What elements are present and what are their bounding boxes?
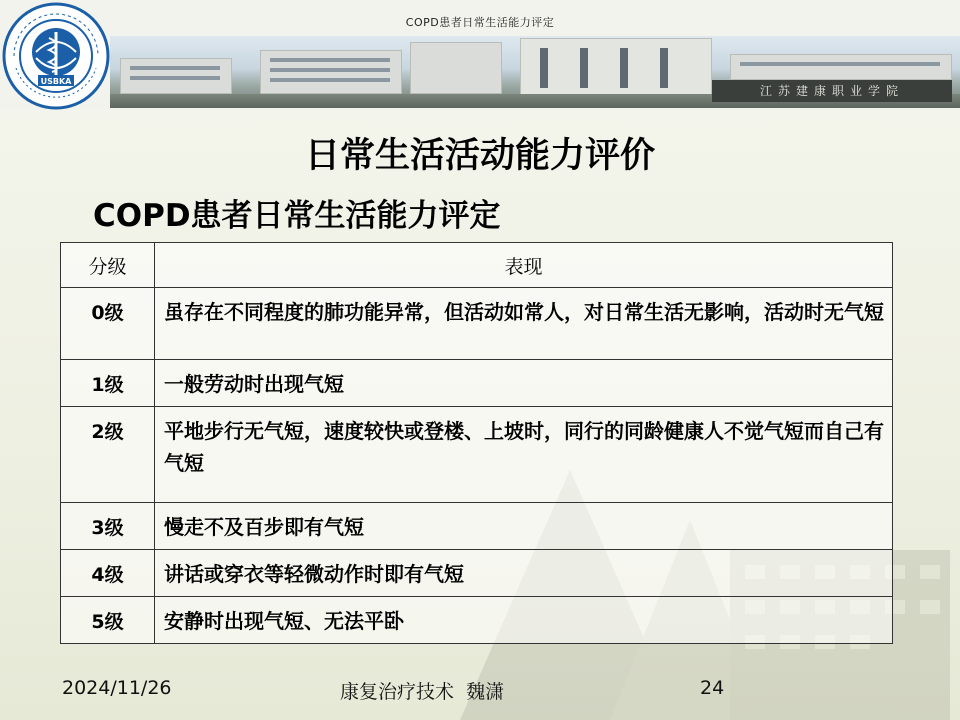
svg-text:USBKA: USBKA	[40, 77, 72, 86]
table-row	[61, 407, 893, 503]
page-number: 24	[700, 677, 725, 699]
description-cell: 一般劳动时出现气短	[155, 360, 893, 407]
campus-photo	[110, 36, 960, 108]
table-row	[61, 550, 893, 597]
table-row	[61, 503, 893, 550]
table-row	[61, 597, 893, 644]
description-cell: 安静时出现气短、无法平卧	[155, 597, 893, 644]
slide-title: 日常生活活动能力评价	[304, 136, 655, 176]
description-cell: 平地步行无气短，速度较快或登楼、上坡时，同行的同龄健康人不觉气短而自己有气短	[155, 407, 893, 503]
header-banner	[0, 0, 960, 110]
grade-cell: 4级	[61, 550, 155, 597]
table-header-row	[61, 243, 893, 288]
grade-cell: 1级	[61, 360, 155, 407]
footer-date: 2024/11/26	[62, 677, 172, 699]
grade-cell: 5级	[61, 597, 155, 644]
grade-cell: 2级	[61, 407, 155, 503]
description-cell: 讲话或穿衣等轻微动作时即有气短	[155, 550, 893, 597]
footer-course-author: 康复治疗技术 魏潇	[340, 681, 505, 703]
header-caption: COPD患者日常生活能力评定	[405, 16, 555, 29]
grade-cell: 0级	[61, 288, 155, 360]
header-grade: 分级	[61, 243, 155, 288]
college-emblem-logo	[2, 2, 110, 110]
grade-cell: 3级	[61, 503, 155, 550]
table-row	[61, 360, 893, 407]
description-cell: 虽存在不同程度的肺功能异常，但活动如常人，对日常生活无影响，活动时无气短	[155, 288, 893, 360]
slide-subtitle: COPD患者日常生活能力评定	[93, 198, 501, 234]
description-cell: 慢走不及百步即有气短	[155, 503, 893, 550]
header-description: 表现	[155, 243, 893, 288]
copd-grade-table	[60, 242, 893, 644]
table-row	[61, 288, 893, 360]
college-gate-sign: 江苏建康职业学院	[712, 80, 952, 102]
